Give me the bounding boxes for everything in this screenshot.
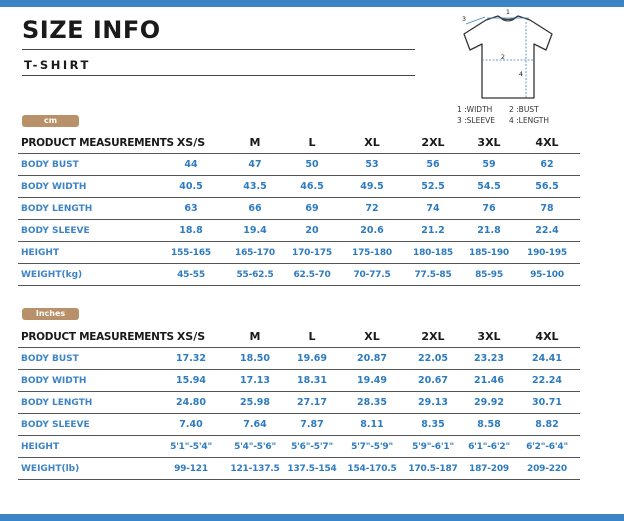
row-label: BODY SLEEVE <box>21 226 90 236</box>
cell-value: 50 <box>305 159 319 170</box>
cell-value: 187-209 <box>469 464 509 474</box>
cell-value: 22.24 <box>531 375 563 386</box>
cell-value: 17.32 <box>175 353 207 364</box>
cell-value: 77.5-85 <box>414 270 452 280</box>
cell-value: 5'7"-5'9" <box>351 442 393 452</box>
cell-value: 18.50 <box>239 353 271 364</box>
size-header: 2XL <box>421 330 445 343</box>
table-row-sleeve <box>18 414 580 436</box>
cell-value: 45-55 <box>177 270 205 280</box>
diagram-legend <box>457 104 577 126</box>
cell-value: 69 <box>305 203 319 214</box>
cell-value: 22.05 <box>417 353 449 364</box>
row-label: BODY WIDTH <box>21 376 87 386</box>
cell-value: 170-175 <box>292 248 332 258</box>
cell-value: 137.5-154 <box>287 464 337 474</box>
cell-value: 74 <box>426 203 440 214</box>
cell-value: 30.71 <box>531 397 563 408</box>
cell-value: 25.98 <box>239 397 271 408</box>
size-header: 4XL <box>535 136 559 149</box>
row-label: BODY WIDTH <box>21 182 87 192</box>
cell-value: 6'1"-6'2" <box>468 442 510 452</box>
cell-value: 154-170.5 <box>347 464 397 474</box>
cell-value: 40.5 <box>179 181 203 192</box>
cell-value: 20.6 <box>360 225 384 236</box>
cell-value: 180-185 <box>413 248 453 258</box>
row-label: WEIGHT(lb) <box>21 464 80 474</box>
cell-value: 55-62.5 <box>236 270 274 280</box>
table-row-bust <box>18 348 580 370</box>
cell-value: 121-137.5 <box>230 464 280 474</box>
table-row-height <box>18 242 580 264</box>
cell-value: 7.87 <box>300 419 324 430</box>
size-header: 4XL <box>535 330 559 343</box>
cell-value: 24.41 <box>531 353 563 364</box>
legend-bust: 2 :BUST <box>509 105 539 114</box>
cell-value: 19.69 <box>296 353 328 364</box>
size-header: L <box>308 136 316 149</box>
cell-value: 27.17 <box>296 397 328 408</box>
cell-value: 22.4 <box>535 225 559 236</box>
table-row-height <box>18 436 580 458</box>
unit-badge-inches: Inches <box>22 308 79 320</box>
cell-value: 21.8 <box>477 225 501 236</box>
marker-length: 4 <box>518 70 524 78</box>
cell-value: 66 <box>248 203 262 214</box>
row-label: BODY BUST <box>21 354 79 364</box>
cell-value: 59 <box>482 159 496 170</box>
cell-value: 7.64 <box>243 419 267 430</box>
cell-value: 18.8 <box>179 225 203 236</box>
cell-value: 5'9"-6'1" <box>412 442 454 452</box>
size-header: 2XL <box>421 136 445 149</box>
header-label: PRODUCT MEASUREMENTS <box>21 137 174 149</box>
table-row-weight <box>18 264 580 286</box>
size-header: 3XL <box>477 136 501 149</box>
cell-value: 62.5-70 <box>293 270 331 280</box>
row-label: BODY LENGTH <box>21 204 93 214</box>
table-header-row <box>18 132 580 154</box>
cell-value: 20 <box>305 225 319 236</box>
header-label: PRODUCT MEASUREMENTS <box>21 331 174 343</box>
cell-value: 56.5 <box>535 181 559 192</box>
cell-value: 99-121 <box>174 464 208 474</box>
cell-value: 47 <box>248 159 262 170</box>
page-title: SIZE INFO <box>22 16 161 44</box>
legend-sleeve: 3 :SLEEVE <box>457 116 495 125</box>
row-label: BODY SLEEVE <box>21 420 90 430</box>
cell-value: 62 <box>540 159 554 170</box>
row-label: BODY BUST <box>21 160 79 170</box>
cell-value: 17.13 <box>239 375 271 386</box>
cell-value: 165-170 <box>235 248 275 258</box>
cell-value: 85-95 <box>475 270 503 280</box>
marker-width: 1 <box>505 8 511 16</box>
row-label: HEIGHT <box>21 442 60 452</box>
marker-sleeve: 3 <box>461 15 467 23</box>
cell-value: 18.31 <box>296 375 328 386</box>
cell-value: 175-180 <box>352 248 392 258</box>
table-row-width <box>18 370 580 392</box>
cell-value: 63 <box>184 203 198 214</box>
cell-value: 56 <box>426 159 440 170</box>
table-header-row <box>18 326 580 348</box>
cell-value: 20.67 <box>417 375 449 386</box>
cell-value: 78 <box>540 203 554 214</box>
unit-badge-cm: cm <box>22 115 79 127</box>
cell-value: 8.82 <box>535 419 559 430</box>
cell-value: 53 <box>365 159 379 170</box>
cell-value: 185-190 <box>469 248 509 258</box>
size-header: XL <box>364 330 380 343</box>
cell-value: 155-165 <box>171 248 211 258</box>
cell-value: 5'1"-5'4" <box>170 442 212 452</box>
cell-value: 21.46 <box>473 375 505 386</box>
cell-value: 170.5-187 <box>408 464 458 474</box>
cell-value: 44 <box>184 159 198 170</box>
cell-value: 21.2 <box>421 225 445 236</box>
size-table-inches <box>18 326 580 480</box>
size-header: XS/S <box>176 330 206 343</box>
subtitle-divider <box>22 75 415 76</box>
cell-value: 19.4 <box>243 225 267 236</box>
legend-length: 4 :LENGTH <box>509 116 549 125</box>
row-label: WEIGHT(kg) <box>21 270 83 280</box>
table-row-length <box>18 392 580 414</box>
cell-value: 52.5 <box>421 181 445 192</box>
cell-value: 70-77.5 <box>353 270 391 280</box>
cell-value: 29.92 <box>473 397 505 408</box>
cell-value: 46.5 <box>300 181 324 192</box>
row-label: HEIGHT <box>21 248 60 258</box>
table-row-weight <box>18 458 580 480</box>
cell-value: 6'2"-6'4" <box>526 442 568 452</box>
cell-value: 28.35 <box>356 397 388 408</box>
table-row-length <box>18 198 580 220</box>
cell-value: 209-220 <box>527 464 567 474</box>
tshirt-diagram <box>456 6 560 102</box>
cell-value: 24.80 <box>175 397 207 408</box>
cell-value: 15.94 <box>175 375 207 386</box>
cell-value: 29.13 <box>417 397 449 408</box>
cell-value: 8.58 <box>477 419 501 430</box>
cell-value: 8.11 <box>360 419 384 430</box>
cell-value: 8.35 <box>421 419 445 430</box>
size-table-cm <box>18 132 580 286</box>
cell-value: 95-100 <box>530 270 564 280</box>
size-header: XL <box>364 136 380 149</box>
legend-width: 1 :WIDTH <box>457 105 493 114</box>
size-header: M <box>249 136 261 149</box>
table-row-sleeve <box>18 220 580 242</box>
cell-value: 7.40 <box>179 419 203 430</box>
cell-value: 49.5 <box>360 181 384 192</box>
cell-value: 76 <box>482 203 496 214</box>
marker-bust: 2 <box>500 53 506 61</box>
cell-value: 20.87 <box>356 353 388 364</box>
cell-value: 190-195 <box>527 248 567 258</box>
cell-value: 54.5 <box>477 181 501 192</box>
size-header: M <box>249 330 261 343</box>
size-header: 3XL <box>477 330 501 343</box>
size-header: XS/S <box>176 136 206 149</box>
bottom-color-band <box>0 514 624 521</box>
table-row-bust <box>18 154 580 176</box>
size-header: L <box>308 330 316 343</box>
product-type-label: T-SHIRT <box>24 58 91 72</box>
row-label: BODY LENGTH <box>21 398 93 408</box>
title-divider <box>22 49 415 50</box>
cell-value: 5'4"-5'6" <box>234 442 276 452</box>
tshirt-icon <box>456 6 560 102</box>
cell-value: 23.23 <box>473 353 505 364</box>
cell-value: 19.49 <box>356 375 388 386</box>
cell-value: 72 <box>365 203 379 214</box>
cell-value: 43.5 <box>243 181 267 192</box>
table-row-width <box>18 176 580 198</box>
cell-value: 5'6"-5'7" <box>291 442 333 452</box>
